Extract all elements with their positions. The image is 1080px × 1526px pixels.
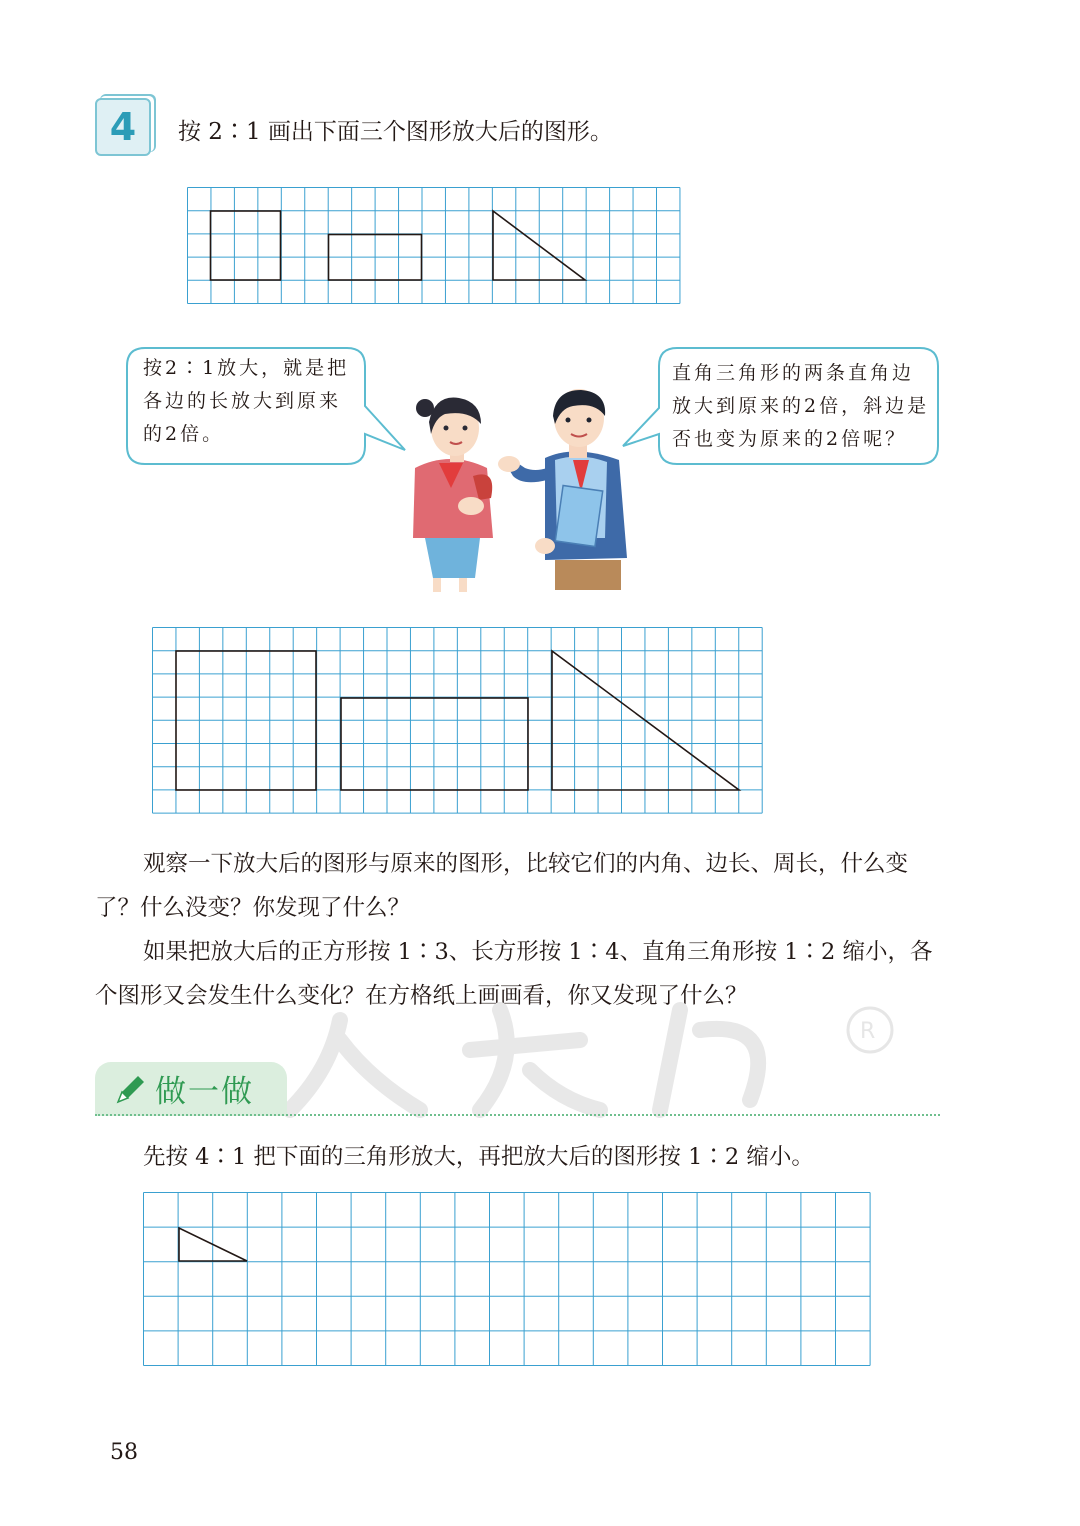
pencil-icon xyxy=(112,1072,148,1108)
exercise-grid xyxy=(143,1192,873,1368)
original-shapes-grid xyxy=(187,187,683,308)
enlarged-shapes-grid xyxy=(152,627,765,815)
page-number: 58 xyxy=(110,1440,138,1465)
girl-bubble-text: 按2∶1放大，就是把 各边的长放大到原来 的2倍。 xyxy=(143,357,350,445)
exercise-instruction: 先按 4∶1 把下面的三角形放大，再把放大后的图形按 1∶2 缩小。 xyxy=(143,1144,814,1170)
svg-text:R: R xyxy=(860,1019,876,1044)
small-square xyxy=(211,211,281,280)
shrink-paragraph: 如果把放大后的正方形按 1∶3、长方形按 1∶4、直角三角形按 1∶2 缩小，各个图形又会发生什么变化？在方格纸上画画看，你又发现了什么？ xyxy=(95,939,933,1009)
section-divider xyxy=(95,1114,940,1116)
exercise-title: 做一做 xyxy=(155,1074,254,1110)
publisher-watermark xyxy=(280,980,900,1130)
boy-figure xyxy=(498,389,627,590)
problem-instruction: 按 2∶1 画出下面三个图形放大后的图形。 xyxy=(178,119,613,145)
students-illustration xyxy=(395,388,645,593)
problem-number-badge: 4 xyxy=(95,98,151,156)
boy-bubble-text: 直角三角形的两条直角边 放大到原来的2倍，斜边是 否也变为原来的2倍呢？ xyxy=(672,362,930,450)
girl-figure xyxy=(413,398,493,593)
observe-paragraph: 观察一下放大后的图形与原来的图形，比较它们的内角、边长、周长，什么变了？什么没变？你发现了什么？ xyxy=(95,851,909,921)
